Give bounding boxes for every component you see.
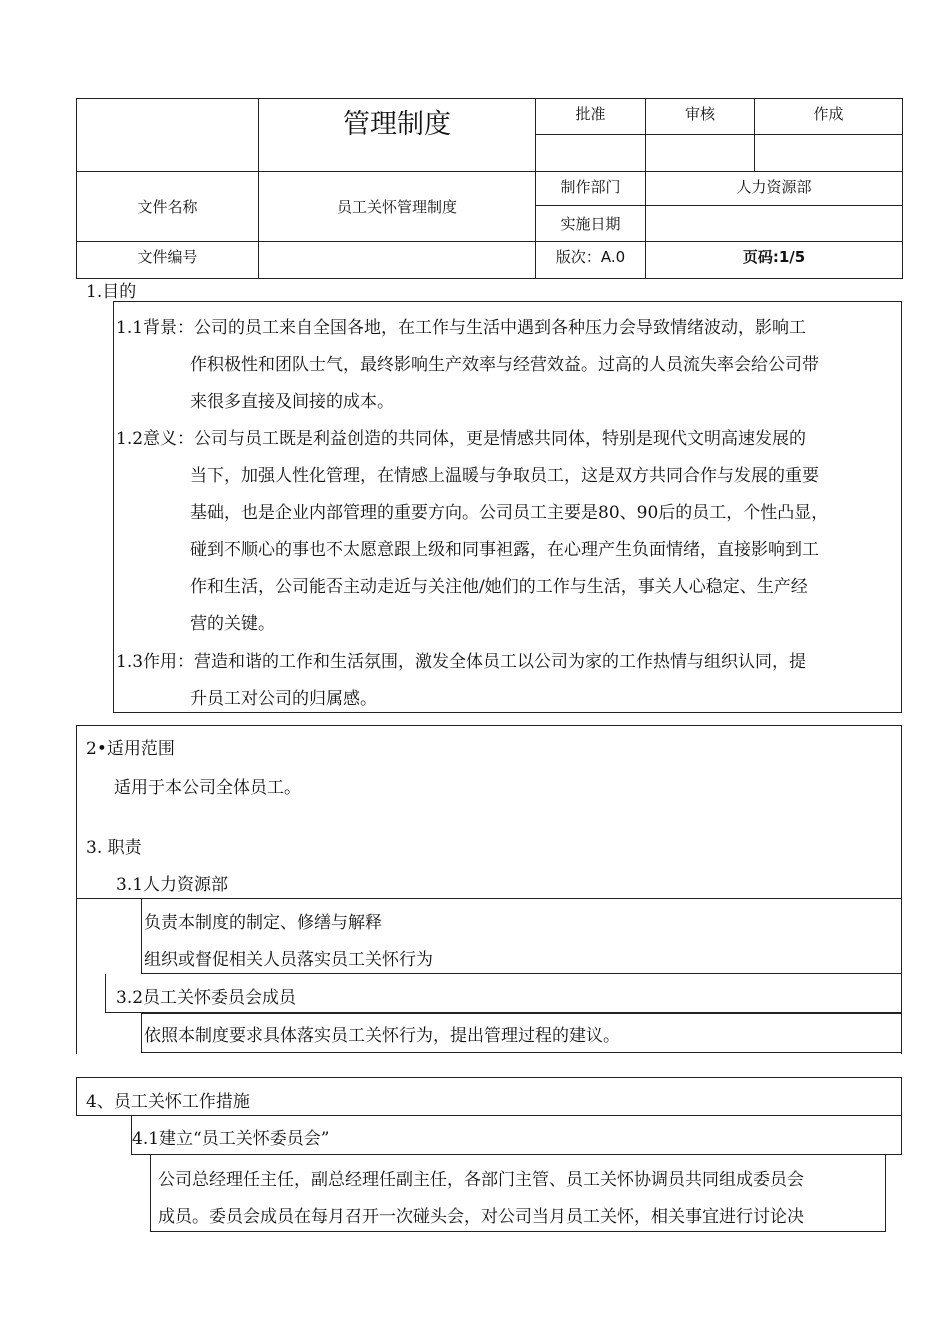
s31-title: 3.1人力资源部 (116, 875, 229, 895)
page-number: 页码:1/5 (646, 242, 903, 279)
para-1-2-line2: 当下，加强人性化管理，在情感上温暖与争取员工，这是双方共同合作与发展的重要 (190, 466, 819, 486)
para-1-2-line4: 碰到不顺心的事也不太愿意跟上级和同事袒露，在心理产生负面情绪，直接影响到工 (190, 540, 819, 560)
dept-value: 人力资源部 (646, 172, 903, 206)
doc-name-value: 员工关怀管理制度 (259, 172, 536, 242)
author-sign-cell (755, 135, 903, 172)
doc-no-value (259, 242, 536, 279)
s32-title: 3.2员工关怀委员会成员 (116, 988, 297, 1008)
para-1-2-line5: 作和生活，公司能否主动走近与关注他/她们的工作与生活，事关人心稳定、生产经 (190, 577, 808, 597)
review-sign-cell (646, 135, 755, 172)
para-1-3-line2: 升员工对公司的归属感。 (190, 689, 377, 709)
para-1-2-line1: 1.2意义：公司与员工既是利益创造的共同体，更是情感共同体，特别是现代文明高速发展的 (116, 429, 807, 449)
version-label: 版次：A.0 (536, 242, 646, 279)
dept-label: 制作部门 (536, 172, 646, 206)
header-blank-cell (77, 99, 259, 172)
doc-no-label: 文件编号 (77, 242, 259, 279)
para-1-1-line1: 1.1背景：公司的员工来自全国各地，在工作与生活中遇到各种压力会导致情绪波动，影响工 (116, 318, 807, 338)
para-1-2-line3: 基础，也是企业内部管理的重要方向。公司员工主要是80、90后的员工，个性凸显， (190, 503, 829, 523)
s41-body-line2: 成员。委员会成员在每月召开一次碰头会，对公司当月员工关怀，相关事宜进行讨论决 (158, 1207, 804, 1227)
s32-body: 依照本制度要求具体落实员工关怀行为，提出管理过程的建议。 (144, 1026, 620, 1046)
page-title: 管理制度 (343, 109, 451, 140)
review-label: 审核 (646, 99, 755, 135)
section-2-title: 2•适用范围 (86, 739, 175, 759)
doc-name-label: 文件名称 (77, 172, 259, 242)
date-value (646, 206, 903, 242)
date-label: 实施日期 (536, 206, 646, 242)
author-label: 作成 (755, 99, 903, 135)
s41-body-line1: 公司总经理任主任，副总经理任副主任，各部门主管、员工关怀协调员共同组成委员会 (158, 1170, 804, 1190)
para-1-1-line2: 作积极性和团队士气，最终影响生产效率与经营效益。过高的人员流失率会给公司带 (190, 355, 819, 375)
header-title-cell (259, 99, 536, 172)
s31-item-1: 负责本制度的制定、修缮与解释 (144, 913, 382, 933)
approve-label: 批准 (536, 99, 646, 135)
section-3-title: 3. 职责 (86, 838, 142, 858)
s31-item-2: 组织或督促相关人员落实员工关怀行为 (144, 950, 433, 970)
para-1-2-line6: 营的关键。 (190, 614, 275, 634)
header-table (76, 98, 903, 279)
section-1-title: 1.目的 (86, 282, 137, 302)
approve-sign-cell (536, 135, 646, 172)
para-1-3-line1: 1.3作用：营造和谐的工作和生活氛围，激发全体员工以公司为家的工作热情与组织认同，提 (116, 652, 807, 672)
section-2-body: 适用于本公司全体员工。 (114, 778, 301, 798)
s41-title: 4.1建立“员工关怀委员会” (132, 1129, 330, 1149)
para-1-1-line3: 来很多直接及间接的成本。 (190, 392, 394, 412)
section-4-title: 4、员工关怀工作措施 (86, 1092, 250, 1112)
